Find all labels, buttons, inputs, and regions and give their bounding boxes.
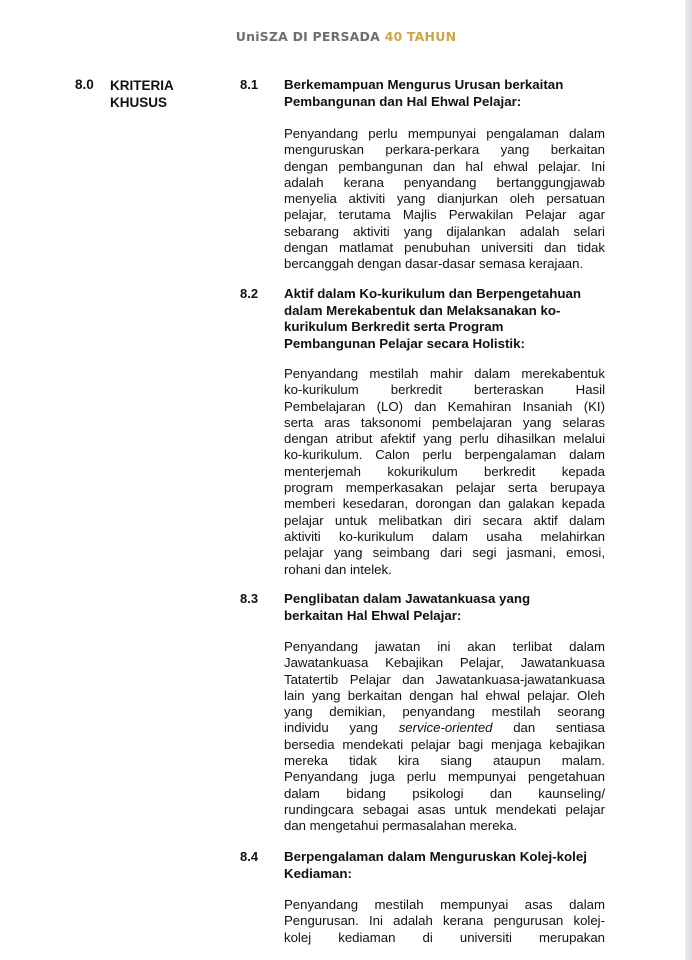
- section-number: 8.0: [75, 77, 94, 92]
- body-text: dan sentiasa: [513, 720, 605, 736]
- item-title-line: Penglibatan dalam Jawatankuasa yang: [284, 591, 531, 606]
- body-line: sebarang aktiviti yang dijalankan adalah selari: [284, 223, 605, 239]
- item-body: [284, 897, 605, 946]
- item-body: [284, 639, 605, 835]
- item-title: [284, 77, 614, 110]
- body-line: dengan atribut afektif yang perlu dihasilkan melalui: [284, 431, 605, 447]
- item-title-line: dalam Merekabentuk dan Melaksanakan ko-: [284, 302, 561, 318]
- body-line: yang demikian, penyandang mestilah seorang: [284, 704, 605, 720]
- body-line: Tatatertib Pelajar dan Jawatankuasa-jawatankuasa: [284, 671, 605, 687]
- body-line: ko-kurikulum berkredit berteraskan Hasil: [284, 382, 605, 398]
- item-title-line: Berkemampuan Mengurus Urusan berkaitan: [284, 77, 564, 92]
- body-line: bersedia mendekati pelajar bagi menjaga kebajikan: [284, 736, 605, 752]
- body-line: lain yang berkaitan dengan hal ehwal pelajar. Oleh: [284, 687, 605, 703]
- item-title: [284, 286, 614, 352]
- body-line: dengan pembangunan dan hal ehwal pelajar. Ini: [284, 158, 605, 174]
- body-text: individu yang: [284, 720, 378, 736]
- item-title: [284, 591, 614, 624]
- item-title-line: kurikulum Berkredit serta Program: [284, 319, 504, 334]
- header-brand: UniSZA DI PERSADA: [235, 29, 381, 44]
- item-number: 8.4: [240, 849, 259, 864]
- section-title-line: KHUSUS: [110, 95, 168, 110]
- italic-term: service-oriented: [398, 720, 493, 736]
- body-line: Penyandang mestilah mahir dalam merekabentuk: [284, 366, 605, 381]
- item-body: [284, 366, 605, 578]
- page-edge-shadow: [685, 0, 692, 960]
- body-line-italic: [284, 720, 605, 736]
- item-body: [284, 126, 605, 273]
- header-highlight: 40 TAHUN: [384, 29, 457, 44]
- section-title-line: KRITERIA: [110, 78, 174, 93]
- item-title-line: Aktif dalam Ko-kurikulum dan Berpengetahuan: [284, 286, 582, 301]
- body-line: mereka tidak kira siang ataupun malam.: [284, 753, 605, 769]
- item-title-line: Berpengalaman dalam Menguruskan Kolej-kolej: [284, 849, 587, 864]
- body-line: menterjemah kokurikulum berkredit kepada: [284, 463, 605, 479]
- body-line: dengan matlamat penubuhan universiti dan tidak: [284, 240, 605, 256]
- item-title-line: Kediaman:: [284, 865, 352, 881]
- item-number: 8.2: [240, 286, 259, 301]
- body-line: menguruskan perkara-perkara yang berkaitan: [284, 142, 605, 158]
- body-line: Pembelajaran (LO) dan Kemahiran Insaniah (KI): [284, 398, 605, 414]
- body-line: bercanggah dengan dasar-dasar semasa kerajaan.: [284, 256, 584, 272]
- item-title: [284, 849, 614, 882]
- document-header: [0, 29, 692, 44]
- body-line: memberi kesedaran, dorongan dan galakan kepada: [284, 496, 605, 512]
- body-line: Penyandang perlu mempunyai pengalaman dalam: [284, 126, 605, 141]
- section-title: [110, 77, 210, 111]
- body-line: pelajar yang seimbang dari segi jasmani, emosi,: [284, 545, 605, 561]
- item-title-line: Pembangunan Pelajar secara Holistik:: [284, 335, 525, 351]
- item-title-line: berkaitan Hal Ehwal Pelajar:: [284, 607, 462, 623]
- body-line: Pengurusan. Ini adalah kerana pengurusan kolej-: [284, 913, 605, 929]
- body-line: menyelia aktiviti yang dianjurkan oleh persatuan: [284, 191, 605, 207]
- body-line: rohani dan intelek.: [284, 561, 392, 577]
- body-line: pelajar, terutama Majlis Perwakilan Pelajar agar: [284, 207, 605, 223]
- body-line: dalam bidang psikologi dan kaunseling/: [284, 785, 605, 801]
- body-line: program memperkasakan pelajar serta berupaya: [284, 480, 605, 496]
- body-line: ko-kurikulum. Calon perlu berpengalaman dalam: [284, 447, 605, 463]
- body-line: Penyandang juga perlu mempunyai pengetahuan: [284, 769, 605, 785]
- body-line: kolej kediaman di universiti merupakan: [284, 929, 605, 945]
- item-number: 8.3: [240, 591, 259, 606]
- body-line: Jawatankuasa Kebajikan Pelajar, Jawatankuasa: [284, 655, 605, 671]
- body-line: serta aras taksonomi pembelajaran yang selaras: [284, 414, 605, 430]
- body-line: Penyandang jawatan ini akan terlibat dalam: [284, 639, 605, 654]
- body-line: pelajar untuk melibatkan diri secara aktif dalam: [284, 512, 605, 528]
- item-title-line: Pembangunan dan Hal Ehwal Pelajar:: [284, 93, 522, 109]
- body-line: aktiviti ko-kurikulum dalam usaha melahirkan: [284, 528, 605, 544]
- body-line: rundingcara sebagai asas untuk mendekati pelajar: [284, 801, 605, 817]
- item-number: 8.1: [240, 77, 259, 92]
- body-line: adalah kerana penyandang bertanggungjawab: [284, 174, 605, 190]
- body-line: Penyandang mestilah mempunyai asas dalam: [284, 897, 605, 912]
- body-line: dan mengetahui permasalahan mereka.: [284, 818, 518, 834]
